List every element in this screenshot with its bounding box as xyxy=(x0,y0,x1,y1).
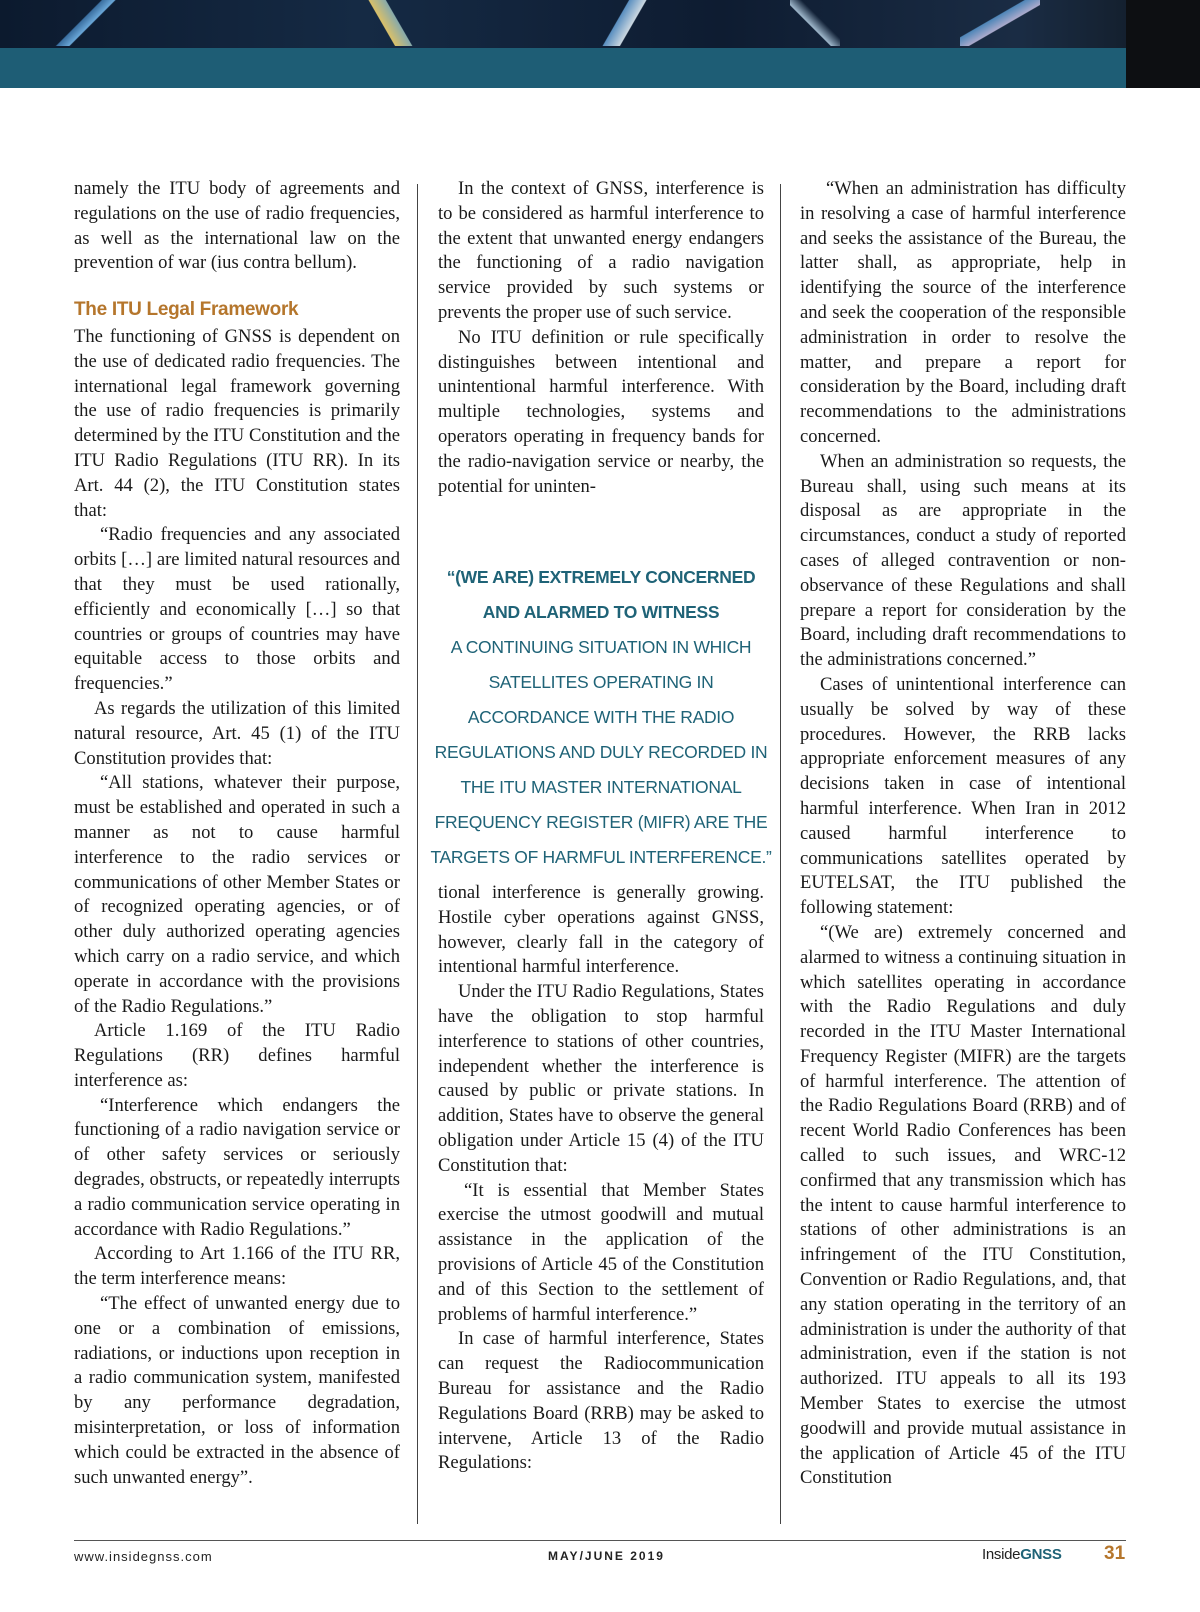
pull-quote-lead: “(WE ARE) EXTREMELY CONCERNED AND ALARMED TO WITNESS xyxy=(446,567,756,622)
page-number: 31 xyxy=(1104,1543,1126,1564)
article-column-3 xyxy=(800,177,1126,1491)
footer-brand xyxy=(982,1546,1062,1563)
article-column-2 xyxy=(438,177,764,499)
satellite-graphic xyxy=(40,0,130,46)
paragraph: According to Art 1.166 of the ITU RR, the term interference means: xyxy=(74,1243,400,1290)
header-dark-corner xyxy=(1126,0,1200,88)
column-divider xyxy=(417,184,418,1524)
header-color-strip xyxy=(0,48,1126,88)
block-quote: “It is essential that Member States exercise the utmost goodwill and mutual assistance in the application of the provisions of Article 45 of the Constitution and of this Section to the settlement of problems of harmful interference.” xyxy=(438,1179,764,1325)
satellite-graphic xyxy=(960,0,1040,46)
paragraph: namely the ITU body of agreements and regulations on the use of radio frequencies, as well as the international law on the prevention of war (ius contra bellum). xyxy=(74,178,400,274)
header-banner-image xyxy=(0,0,1200,88)
paragraph: tional interference is generally growing. Hostile cyber operations against GNSS, however, clearly fall in the category of intentional harmful interference. xyxy=(438,882,764,978)
paragraph: As regards the utilization of this limited natural resource, Art. 45 (1) of the ITU Constitution provides that: xyxy=(74,697,400,769)
footer-issue-date: MAY/JUNE 2019 xyxy=(548,1549,665,1563)
block-quote: “Interference which endangers the functioning of a radio navigation service or of other safety services or seriously degrades, obstructs, or repeatedly interrupts a radio communication service operating in accordance with Radio Regulations.” xyxy=(74,1094,400,1240)
footer-rule xyxy=(74,1540,1126,1541)
paragraph: The functioning of GNSS is dependent on the use of dedicated radio frequencies. The international legal framework governing the use of radio frequencies is primarily determined by the ITU Constitution and the ITU Radio Regulations (ITU RR). In its Art. 44 (2), the ITU Constitution states that: xyxy=(74,325,400,521)
paragraph: Cases of unintentional interference can usually be solved by way of these procedures. However, the RRB lacks appropriate enforcement measures of any decisions taken in case of intentional harmful interference. When Iran in 2012 caused harmful interference to communications satellites operated by EUTELSAT, the ITU published the following statement: xyxy=(800,673,1126,919)
satellite-graphic xyxy=(360,0,420,46)
paragraph: When an administration so requests, the Bureau shall, using such means at its disposal as are appropriate in the circumstances, conduct a study of reported cases of alleged contravention or non-observance of these Regulations and shall prepare a report for consideration by the Board, including draft recommendations to the administrations concerned.” xyxy=(800,450,1126,671)
paragraph: In the context of GNSS, interference is to be considered as harmful interference to the extent that unwanted energy endangers the functioning of a radio navigation service provided by such systems or prevents the proper use of such service. xyxy=(438,178,764,323)
block-quote: “When an administration has difficulty in resolving a case of harmful interference and seeks the assistance of the Bureau, the latter shall, as appropriate, help in identifying the source of the interference and seek the cooperation of the responsible administration in order to resolve the matter, and prepare a report for consideration by the Board, including draft recommendations to the administrations concerned. xyxy=(800,178,1126,447)
brand-prefix: Inside xyxy=(982,1546,1021,1563)
satellite-graphic xyxy=(790,0,840,46)
block-quote: “The effect of unwanted energy due to one or a combination of emissions, radiations, or inductions upon reception in a radio communication system, manifested by any performance degradation, misinterpretation, or loss of information which could be extracted in the absence of such unwanted energy”. xyxy=(74,1293,400,1488)
pull-quote xyxy=(428,560,774,875)
block-quote: “Radio frequencies and any associated orbits […] are limited natural resources and that they must be used rationally, efficiently and economically […] so that countries or groups of countries may have equitable access to those orbits and frequencies.” xyxy=(74,524,400,695)
brand-suffix: GNSS xyxy=(1020,1546,1062,1563)
paragraph: Article 1.169 of the ITU Radio Regulations (RR) defines harmful interference as: xyxy=(74,1020,400,1091)
paragraph: No ITU definition or rule specifically distinguishes between intentional and unintentional harmful interference. With multiple technologies, systems and operators operating in frequency bands for the radio-navigation service or nearby, the potential for uninten- xyxy=(438,326,764,497)
satellite-graphic xyxy=(590,0,660,46)
paragraph: In case of harmful interference, States can request the Radiocommunication Bureau for assistance and the Radio Regulations Board (RRB) may be asked to intervene, Article 13 of the Radio Regulations: xyxy=(438,1328,764,1474)
paragraph: Under the ITU Radio Regulations, States have the obligation to stop harmful interference to stations of other countries, independent whether the interference is caused by public or private stations. In addition, States have to observe the general obligation under Article 15 (4) of the ITU Constitution that: xyxy=(438,981,764,1176)
block-quote: “(We are) extremely concerned and alarmed to witness a continuing situation in which satellites operating in accordance with the Radio Regulations and duly recorded in the ITU Master International Frequency Register (MIFR) are the targets of harmful interference. The attention of the Radio Regulations Board (RRB) and of recent World Radio Conferences has been called to such issues, and WRC-12 confirmed that any transmission which has the intent to cause harmful interference to stations of other administrations is an infringement of the ITU Constitution, Convention or Radio Regulations, and, that any station operating in the territory of an administration is under the authority of that administration, even if the station is not authorized. ITU appeals to all its 193 Member States to exercise the utmost goodwill and provide mutual assistance in the application of Article 45 of the ITU Constitution xyxy=(800,921,1126,1489)
pull-quote-body: A CONTINUING SITUATION IN WHICH SATELLITES OPERATING IN ACCORDANCE WITH THE RADIO REGULATIONS AND DULY RECORDED IN THE ITU MASTER INTERNATIONAL FREQUENCY REGISTER (MIFR) ARE THE TARGETS OF HARMFUL INTERFERENCE.” xyxy=(430,637,772,867)
section-heading: The ITU Legal Framework xyxy=(74,299,299,321)
block-quote: “All stations, whatever their purpose, must be established and operated in such a manner as not to cause harmful interference to the radio services or communications of other Member States or of recognized operating agencies, or of other duly authorized operating agencies which carry on a radio service, and which operate in accordance with the provisions of the Radio Regulations.” xyxy=(74,772,400,1017)
article-column-2-continued xyxy=(438,881,764,1476)
footer-url: www.insidegnss.com xyxy=(74,1549,213,1564)
column-divider xyxy=(780,184,781,1524)
article-column-1 xyxy=(74,177,400,1490)
